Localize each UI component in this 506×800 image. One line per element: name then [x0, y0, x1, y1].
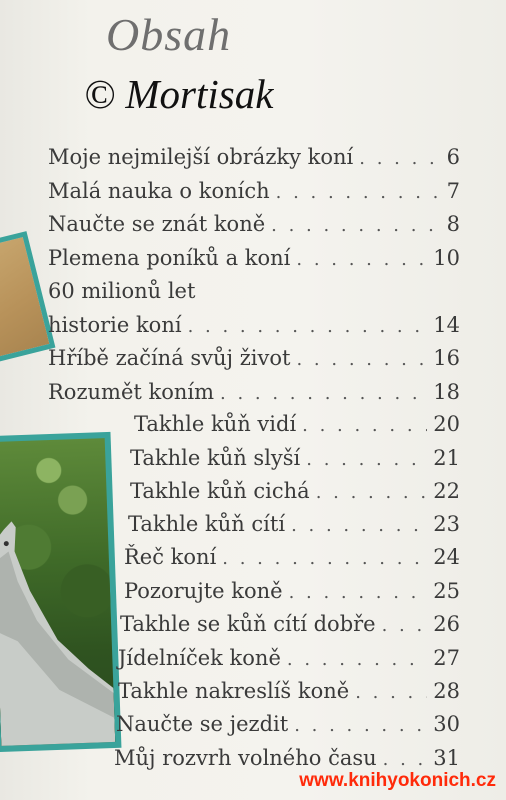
toc-entry-label: Jídelníček koně — [118, 646, 281, 670]
toc-entry[interactable] — [130, 448, 460, 469]
toc-entry[interactable] — [48, 181, 460, 202]
toc-entry[interactable] — [48, 281, 460, 302]
toc-entry[interactable] — [128, 514, 460, 535]
toc-entry-label: Naučte se znát koně — [48, 212, 266, 236]
toc-entry[interactable] — [114, 748, 460, 769]
toc-entry-page: 27 — [433, 646, 460, 670]
toc-entry-label: Takhle kůň cítí — [128, 512, 286, 536]
toc-leader-dots — [306, 451, 427, 469]
toc-entry-page: 25 — [433, 579, 460, 603]
horse-photo-image — [0, 438, 115, 746]
toc-entry-label: Plemena poníků a koní — [48, 246, 291, 270]
toc-leader-dots — [289, 584, 428, 602]
toc-entry-label: Takhle kůň slyší — [130, 446, 301, 470]
toc-entry-page: 7 — [446, 179, 460, 203]
toc-entry[interactable] — [48, 382, 460, 403]
toc-leader-dots — [296, 351, 427, 369]
toc-leader-dots — [302, 417, 427, 435]
toc-entry-label: 60 milionů let — [48, 279, 196, 303]
toc-entry-label: historie koní — [48, 313, 182, 337]
horse-photo — [0, 432, 121, 752]
toc-entry-label: Pozorujte koně — [124, 579, 283, 603]
toc-leader-dots — [291, 517, 427, 535]
toc-entry-page: 22 — [433, 479, 460, 503]
toc-leader-dots — [276, 184, 441, 202]
toc-entry-page: 6 — [446, 145, 460, 169]
toc-entry[interactable] — [118, 648, 460, 669]
toc-entry[interactable] — [48, 348, 460, 369]
toc-entry-label: Takhle kůň cichá — [130, 479, 310, 503]
toc-entry-page: 28 — [433, 679, 460, 703]
toc-entry-page: 16 — [433, 346, 460, 370]
toc-entry[interactable] — [134, 414, 460, 435]
toc-entry[interactable] — [116, 714, 460, 735]
toc-entry-page: 31 — [433, 746, 460, 770]
toc-leader-dots — [222, 550, 427, 568]
toc-entry-page: 20 — [433, 412, 460, 436]
toc-entry[interactable] — [120, 614, 460, 635]
toc-entry[interactable] — [130, 481, 460, 502]
toc-entry-label: Takhle se kůň cítí dobře — [120, 612, 376, 636]
toc-entry-label: Řeč koní — [124, 545, 217, 569]
copyright-watermark: © Mortisak — [84, 71, 274, 117]
toc-leader-dots — [271, 217, 440, 235]
toc-entry-page: 18 — [433, 380, 460, 404]
toc-entry-page: 21 — [433, 446, 460, 470]
toc-entry-page: 30 — [433, 712, 460, 736]
toc-leader-dots — [188, 318, 428, 336]
toc-entry-page: 26 — [433, 612, 460, 636]
toc-leader-dots — [382, 617, 428, 635]
toc-leader-dots — [359, 150, 440, 168]
toc-entry-label: Moje nejmilejší obrázky koní — [48, 145, 354, 169]
toc-entry-page: 23 — [433, 512, 460, 536]
toc-entry[interactable] — [124, 581, 460, 602]
toc-leader-dots — [294, 717, 427, 735]
toc-leader-dots — [355, 684, 427, 702]
toc-entry-label: Rozumět koním — [48, 380, 215, 404]
toc-leader-dots — [220, 385, 427, 403]
toc-entry[interactable] — [48, 147, 460, 168]
page-title: Obsah — [106, 9, 232, 60]
toc-leader-dots — [287, 651, 427, 669]
toc-leader-dots — [316, 484, 428, 502]
toc-entry-label: Naučte se jezdit — [116, 712, 289, 736]
toc-entry[interactable] — [48, 214, 460, 235]
toc-leader-dots — [296, 251, 427, 269]
toc-entry[interactable] — [118, 681, 460, 702]
toc-entry-label: Hříbě začíná svůj život — [48, 346, 291, 370]
toc-entry-page: 10 — [433, 246, 460, 270]
website-url[interactable]: www.knihyokonich.cz — [299, 770, 496, 791]
toc-entry[interactable] — [48, 248, 460, 269]
toc-entry-page: 14 — [433, 313, 460, 337]
toc-entry-label: Takhle kůň vidí — [134, 412, 297, 436]
toc-entry-page: 8 — [446, 212, 460, 236]
horse-silhouette-icon — [0, 518, 115, 746]
toc-entry[interactable] — [48, 315, 460, 336]
toc-entry-label: Takhle nakreslíš koně — [118, 679, 350, 703]
toc-entry-label: Malá nauka o koních — [48, 179, 270, 203]
toc-entry-page: 24 — [433, 545, 460, 569]
toc-entry-label: Můj rozvrh volného času — [114, 746, 377, 770]
toc-entry[interactable] — [124, 547, 460, 568]
toc-leader-dots — [383, 751, 428, 769]
